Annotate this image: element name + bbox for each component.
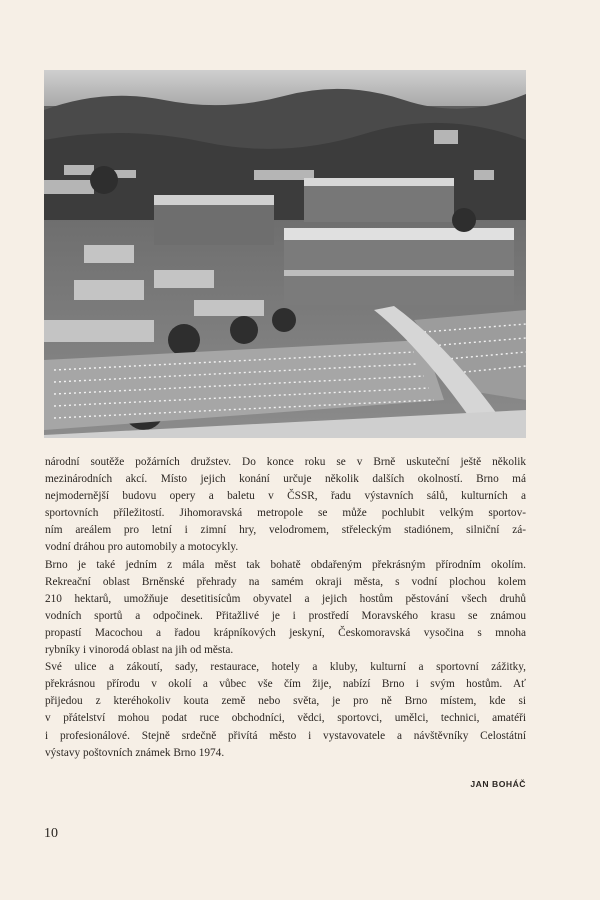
text-line: výstavy poštovních známek Brno 1974. (45, 746, 225, 759)
paragraph-3 (45, 659, 526, 762)
text-line: i profesionálové. Stejně srdečně přivítá město i vystavovatele a návštěvníky Celostátní (45, 729, 526, 742)
text-line: sportovních příležitostí. Jihomoravská metropole se může pochlubit velkým sportov- (45, 507, 526, 520)
text-line: Rekreační oblast Brněnské přehrady na samém okraji města, s vodní plochou kolem (45, 575, 526, 588)
author-signature: JAN BOHÁČ (470, 779, 526, 789)
article-body (45, 454, 526, 762)
photo-illustration (44, 70, 526, 438)
text-line: přijedou z kteréhokoliv kouta země nebo světa, je pro ně Brno místem, kde si (45, 695, 526, 708)
text-line: Své ulice a zákoutí, sady, restaurace, hotely a kluby, kulturní a sportovní zážitky, (45, 661, 526, 674)
text-line: 210 hektarů, umožňuje desetitisícům obyvatel a jejich hostům pěstování všech druhů (45, 592, 526, 605)
paragraph-1 (45, 454, 526, 557)
text-line: ním areálem pro letní i zimní hry, velodromem, střeleckým stadiónem, silniční zá- (45, 524, 526, 537)
text-line: v přátelství mohou podat ruce obchodníci, vědci, sportovci, umělci, technici, amatéři (45, 712, 526, 725)
text-line: propastí Macochou a řadou krápníkových jeskyní, Českomoravská vysočina s mnoha (45, 626, 526, 639)
text-line: Brno je také jedním z mála měst tak bohatě obdařeným překrásným přírodním okolím. (45, 558, 526, 571)
text-line: národní soutěže požárních družstev. Do konce roku se v Brně uskuteční ještě několik (45, 456, 526, 468)
aerial-photo (44, 70, 526, 438)
page-number: 10 (44, 826, 58, 841)
text-line: překrásnou přírodu v okolí a vůbec vše čím žije, nabízí Brno i svým hostům. Ať (45, 678, 526, 691)
text-line: rybníky i vinorodá oblast na jih od města. (45, 644, 234, 657)
text-line: mezinárodních akcí. Místo jejich konání určuje několik dalších okolností. Brno má (45, 473, 526, 486)
paragraph-2 (45, 557, 526, 660)
text-line: vodní dráhou pro automobily a motocykly. (45, 541, 239, 554)
text-line: nejmodernější budovu opery a baletu v ČSSR, řadu výstavních sálů, kulturních a (45, 490, 526, 503)
text-line: vodních sportů a odpočinek. Přitažlivé je i prostředí Moravského krasu se známou (45, 609, 526, 622)
